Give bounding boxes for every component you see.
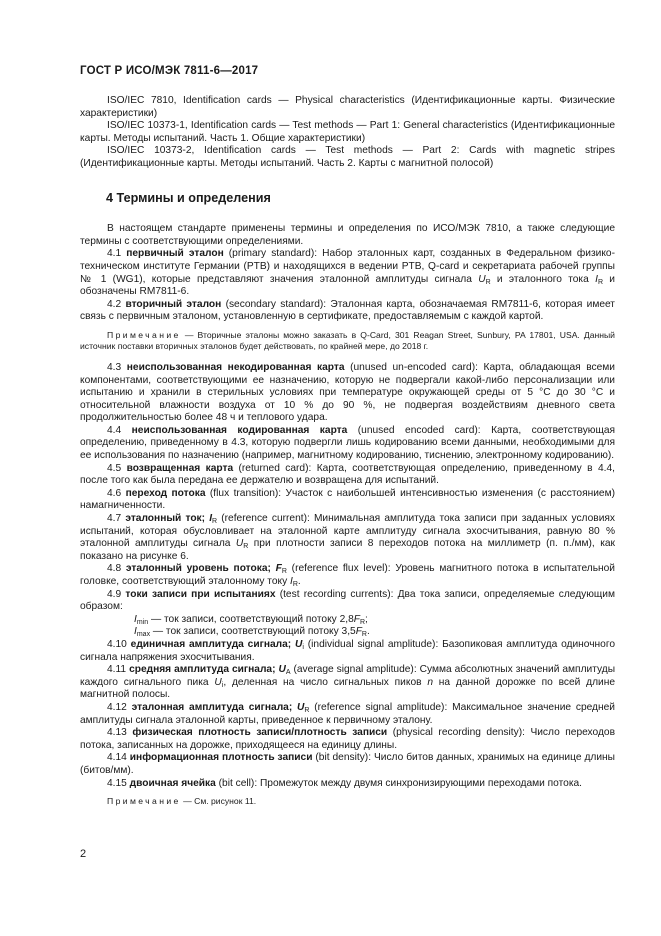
note-1: Примечание — Вторичные эталоны можно заказать в Q-Card, 301 Reagan Street, Sunbury, PA 17801, USA. Данный источник поставки вторичных эталонов будет действовать, по крайней мере, до 2018 г.	[80, 329, 615, 352]
term-4-14: 4.14 информационная плотность записи (bit density): Число битов данных, хранимых на единице длины (битов/мм).	[80, 752, 615, 776]
term-4-3: 4.3 неиспользованная некодированная карта (unused un-encoded card): Карта, обладающая всеми компонентами, соответствующими ее назначению, которую не подвергали какой-либо персонализации или испытанию и хранили в стерильных условиях при температуре окружающей среды от 5 °С до 30 °С и относительной влажности воздуха от 10 % до 90 %, не подвергая воздействиям дневного света продолжительностью более 48 ч и теплового удара.	[80, 361, 615, 424]
note-2: Примечание — См. рисунок 11.	[107, 796, 257, 807]
current-min-line: $I_{min}$ — ток записи, соответствующий потоку $2,8F_R$;	[134, 613, 368, 626]
intro-paragraph: В настоящем стандарте применены термины и определения по ИСО/МЭК 7810, а также следующие термины с соответствующими определениями.	[80, 223, 615, 247]
page-number: 2	[80, 848, 87, 860]
term-4-8: 4.8 эталонный уровень потока; $F_R$ (reference flux level): Уровень магнитного потока в испытательной головке, соответствующий эталонному току $I_R$.	[80, 563, 616, 588]
term-4-2: 4.2 вторичный эталон (secondary standard): Эталонная карта, обозначаемая RM7811-6, которая имеет связь с первичным эталоном, установленную в сертификате, предоставляемым с каждой картой.	[80, 298, 615, 323]
term-4-9: 4.9 токи записи при испытаниях (test recording currents): Два тока записи, определяемые следующим образом:	[80, 588, 615, 613]
reference-3: ISO/IEC 10373-2, Identification cards — Test methods — Part 2: Cards with magnetic stripes (Идентификационные карты. Методы испытаний. Часть 2. Карты с магнитной полосой)	[80, 145, 615, 169]
term-4-11: 4.11 средняя амплитуда сигнала; $U_A$ (average signal amplitude): Сумма абсолютных значений амплитуды каждого сигнального пика $U_i$, деленная на число сигнальных пиков n на данной дорожке по всей длине магнитной полосы.	[80, 664, 616, 701]
term-4-12: 4.12 эталонная амплитуда сигнала; $U_R$ (reference signal amplitude): Максимальное значение средней амплитуды сигнала эталонной карты, приведенное к первичному эталону.	[80, 701, 615, 726]
page-body	[80, 95, 615, 817]
term-4-6: 4.6 переход потока (flux transition): Участок с наибольшей интенсивностью изменения (с расстоянием) намагниченности.	[80, 487, 615, 512]
term-4-7: 4.7 эталонный ток; $I_R$ (reference current): Минимальная амплитуда тока записи при заданных условиях испытаний, которая обусловливает на эталонной карте амплитуду сигнала эхосчитывания, равную 80 % эталонной амплитуды сигнала $U_R$ при плотности записи 8 переходов потока на миллиметр (п. п./мм), как показано на рисунке 6.	[80, 513, 615, 562]
term-4-10: 4.10 единичная амплитуда сигнала; $U_i$ (individual signal amplitude): Базопиковая амплитуда одиночного сигнала напряжения эхосчитывания.	[80, 638, 615, 663]
term-4-5: 4.5 возвращенная карта (returned card): Карта, соответствующая определению, приведенному в 4.4, после того как была передана ее держателю и возвращена для испытаний.	[80, 462, 615, 487]
standard-header: ГОСТ Р ИСО/МЭК 7811-6—2017	[80, 65, 259, 77]
current-max-line: $I_{max}$ — ток записи, соответствующий потоку $3,5F_R$.	[134, 626, 370, 639]
reference-1: ISO/IEC 7810, Identification cards — Physical characteristics (Идентификационные карты. Физические характеристики)	[80, 95, 615, 119]
term-4-13: 4.13 физическая плотность записи/плотность записи (physical recording density): Число переходов потока, записанных на дорожке, приходящееся на единицу длины.	[80, 727, 615, 751]
term-4-4: 4.4 неиспользованная кодированная карта (unused encoded card): Карта, соответствующая определению, приведенному в 4.3, которую подвергли лишь кодированию всеми данными, необходимыми для ее использования по назначению (например, магнитному кодированию, тиснению, электронному кодированию).	[80, 424, 616, 462]
section-heading: 4 Термины и определения	[106, 190, 271, 205]
reference-2: ISO/IEC 10373-1, Identification cards — Test methods — Part 1: General characteristics (Идентификационные карты. Методы испытаний. Часть 1. Общие характеристики)	[80, 120, 615, 144]
term-4-1: 4.1 первичный эталон (primary standard): Набор эталонных карт, созданных в Федеральном физико-техническом институте Германии (PTB) и находящихся в ведении PTB, Q-card и секретариата рабочей группы № 1 (WG1), которые представляют значения эталонной амплитуды сигнала $U_R$ и эталонного тока $I_R$ и обозначены RM7811-6.	[80, 248, 615, 298]
term-4-15: 4.15 двоичная ячейка (bit cell): Промежуток между двумя синхронизирующими переходами потока.	[107, 777, 583, 789]
